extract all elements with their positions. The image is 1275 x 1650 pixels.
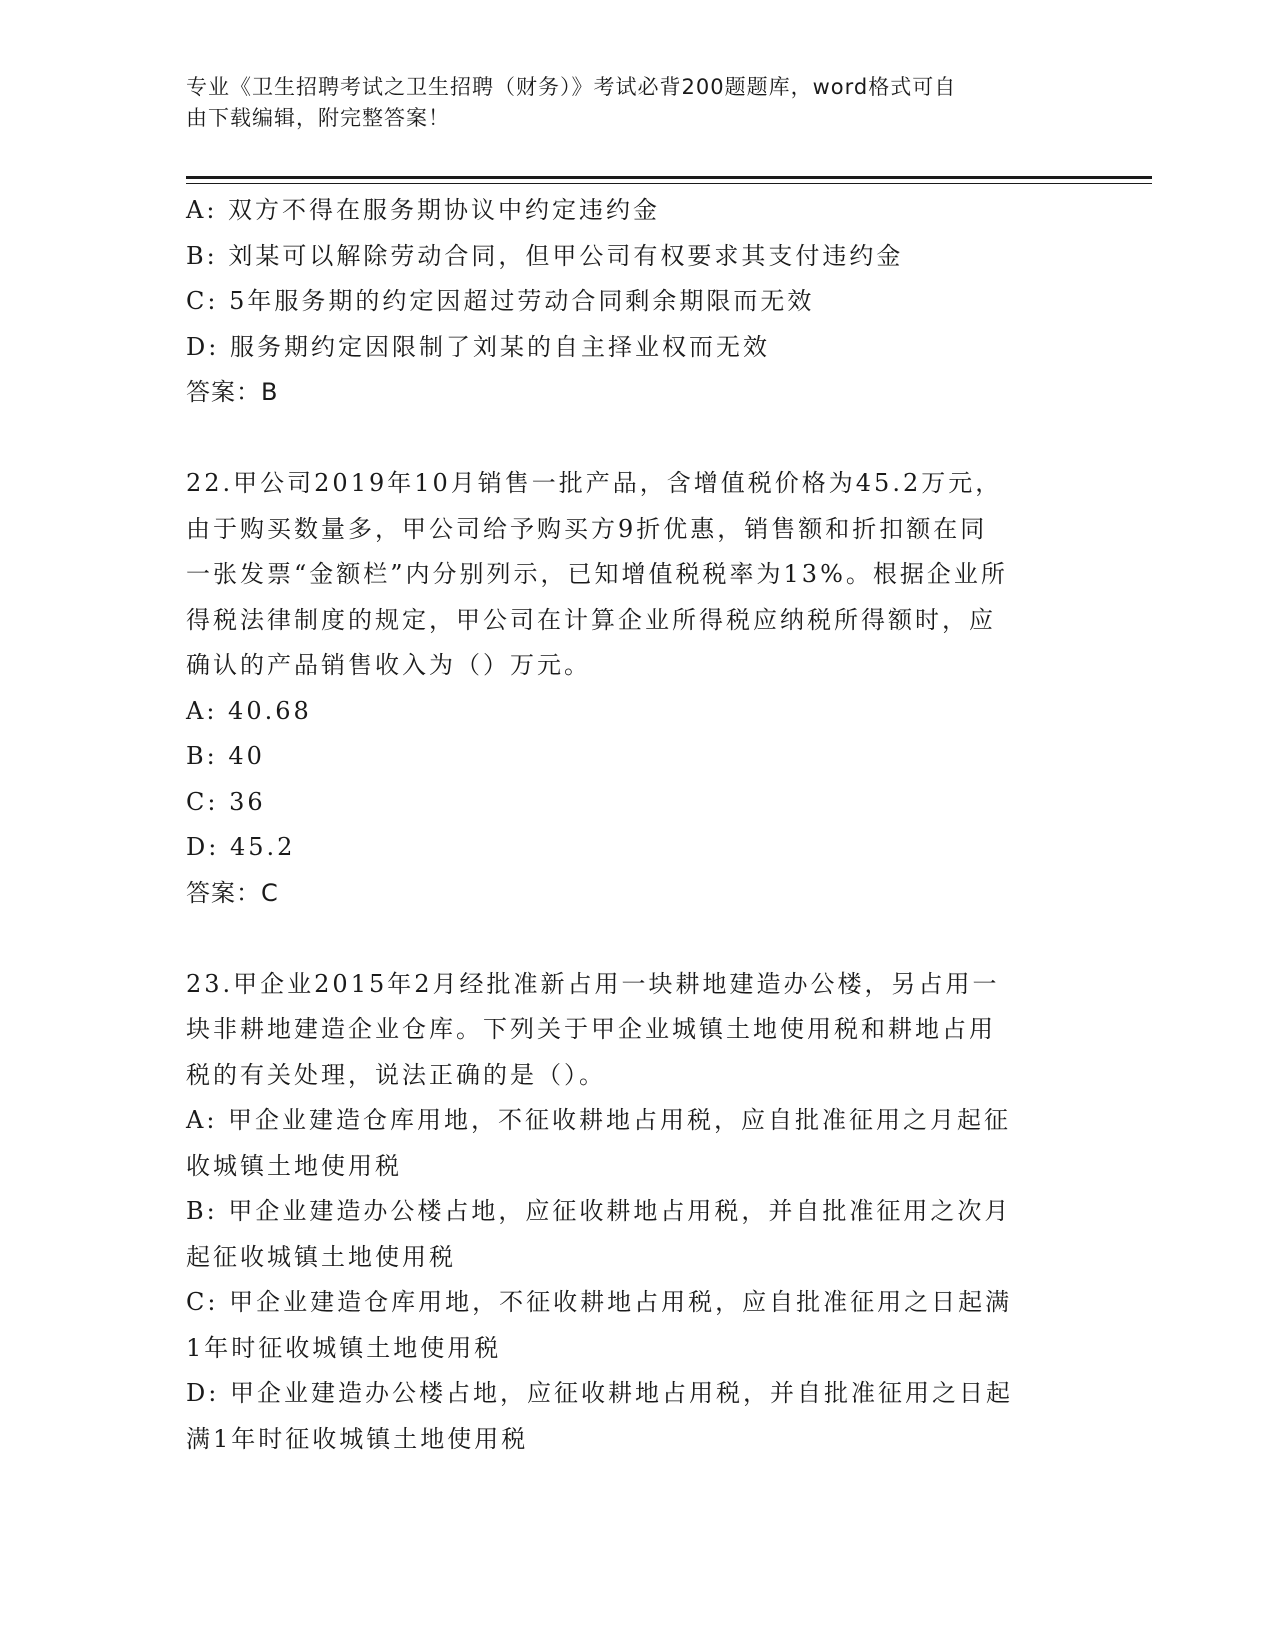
option-c: C: 甲企业建造仓库用地，不征收耕地占用税，应自批准征用之日起满 [186,1288,1013,1316]
header-line-1: 专业《卫生招聘考试之卫生招聘（财务）》考试必背200题题库，word格式可自 [186,75,957,99]
question-21 [186,188,1086,416]
spacer [186,416,1086,462]
header-divider-thick [186,176,1152,179]
option-b: B: 刘某可以解除劳动合同，但甲公司有权要求其支付违约金 [186,241,904,270]
option-a: A: 甲企业建造仓库用地，不征收耕地占用税，应自批准征用之月起征 [186,1106,1012,1134]
answer-label: 答案：C [186,878,279,907]
option-c-continued: 1年时征收城镇土地使用税 [186,1333,502,1362]
option-a-continued: 收城镇土地使用税 [186,1151,402,1180]
option-a: A: 双方不得在服务期协议中约定违约金 [186,196,661,224]
option-a: A: 40.68 [186,696,312,725]
header-line-2: 由下载编辑，附完整答案！ [186,106,450,130]
option-b: B: 40 [186,742,265,770]
question-stem-line: 税的有关处理，说法正确的是（）。 [186,1060,606,1089]
header-divider-thin [186,183,1152,184]
spacer [186,916,1086,962]
question-stem-line: 由于购买数量多，甲公司给予购买方9折优惠，销售额和折扣额在同 [186,514,988,543]
question-stem-line: 确认的产品销售收入为（）万元。 [186,651,591,679]
question-stem-line: 23.甲企业2015年2月经批准新占用一块耕地建造办公楼，另占用一 [186,969,1000,998]
option-b-continued: 起征收城镇土地使用税 [186,1242,456,1271]
option-d: D: 服务期约定因限制了刘某的自主择业权而无效 [186,332,770,361]
question-22 [186,461,1086,916]
question-stem-line: 一张发票“金额栏”内分别列示，已知增值税税率为13%。根据企业所 [186,560,1008,588]
question-stem-line: 22.甲公司2019年10月销售一批产品，含增值税价格为45.2万元， [186,469,1003,497]
question-stem-line: 得税法律制度的规定，甲公司在计算企业所得税应纳税所得额时，应 [186,605,996,634]
option-c: C: 5年服务期的约定因超过劳动合同剩余期限而无效 [186,287,815,315]
question-stem-line: 块非耕地建造企业仓库。下列关于甲企业城镇土地使用税和耕地占用 [186,1015,996,1043]
answer-label: 答案：B [186,378,279,406]
question-23 [186,962,1086,1463]
option-d: D: 45.2 [186,833,296,861]
question-content [186,188,1086,1462]
document-header [186,72,1066,134]
option-d: D: 甲企业建造办公楼占地，应征收耕地占用税，并自批准征用之日起 [186,1379,1013,1407]
option-d-continued: 满1年时征收城镇土地使用税 [186,1424,529,1453]
option-c: C: 36 [186,787,266,816]
option-b: B: 甲企业建造办公楼占地，应征收耕地占用税，并自批准征用之次月 [186,1197,1012,1225]
